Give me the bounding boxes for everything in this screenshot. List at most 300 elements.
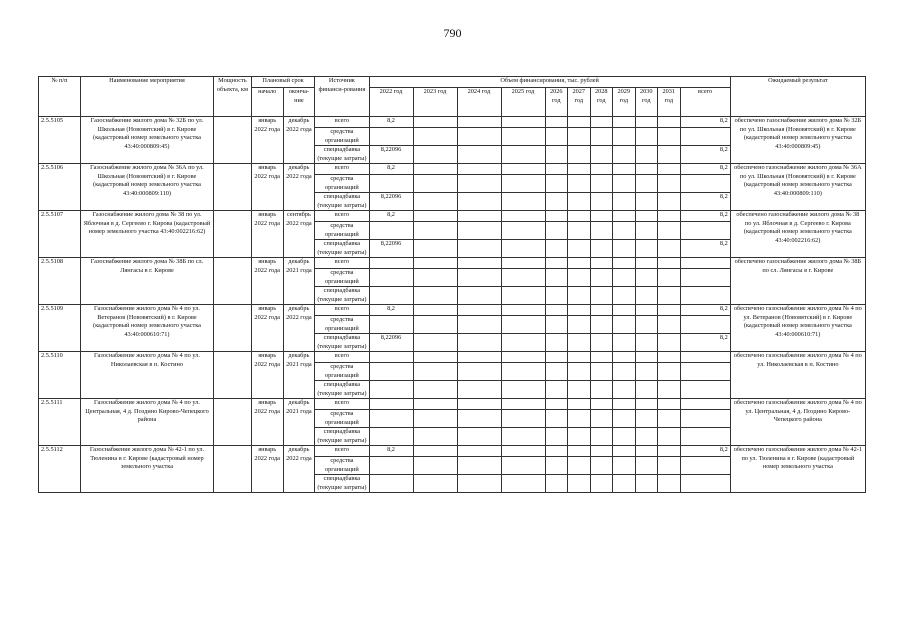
row-start: январь 2022 года [251,211,283,258]
empty-cell [413,428,457,446]
source-special: спецнадбавка (текущие затраты) [315,240,369,258]
row-name: Газоснабжение жилого дома № 4 по ул. Ветеранов (Нововятский) в г. Кирове (кадастровый номер земельного участка 43:40:000610:71) [80,305,213,352]
empty-cell [568,164,591,175]
empty-cell [658,269,681,287]
empty-cell [545,316,568,334]
empty-cell [658,381,681,399]
empty-cell [545,175,568,193]
empty-cell [680,175,730,193]
value-2022-total: 8,2 [369,446,413,457]
empty-cell [501,399,545,410]
row-start: январь 2022 года [251,446,283,493]
empty-cell [590,193,613,211]
empty-cell [568,146,591,164]
empty-cell [613,164,636,175]
empty-cell [501,457,545,475]
source-org: средства организаций [315,269,369,287]
empty-cell [658,211,681,222]
empty-cell [568,316,591,334]
empty-cell [635,334,658,352]
row-name: Газоснабжение жилого дома № 4 по ул. Николаевская в п. Костино [80,352,213,399]
empty-cell [457,128,501,146]
value-2022-total [369,352,413,363]
table-row [39,164,866,175]
empty-cell [457,222,501,240]
row-code: 2.5.5105 [39,117,81,164]
empty-cell [613,446,636,457]
empty-cell [501,305,545,316]
row-end: декабрь 2022 года [283,164,315,211]
empty-cell [635,269,658,287]
empty-cell [457,457,501,475]
value-2022-total: 8,2 [369,211,413,222]
table-row [39,399,866,410]
value-sum-special [680,428,730,446]
empty-cell [369,222,413,240]
empty-cell [613,287,636,305]
header-year: 2028 год [590,88,613,117]
empty-cell [613,146,636,164]
empty-cell [413,193,457,211]
source-special: спецнадбавка (текущие затраты) [315,287,369,305]
row-result: обеспечено газоснабжение жилого дома № 38 по ул. Яблочная в д. Сергеево г. Кирова (кадастровый номер земельного участка 43:40:002216:62) [730,211,865,258]
empty-cell [680,363,730,381]
empty-cell [590,146,613,164]
empty-cell [501,193,545,211]
empty-cell [545,352,568,363]
empty-cell [457,363,501,381]
empty-cell [457,475,501,493]
header-year-total: всего [680,88,730,117]
empty-cell [457,175,501,193]
empty-cell [590,352,613,363]
empty-cell [457,240,501,258]
row-result: обеспечено газоснабжение жилого дома № 4 по ул. Николаевская в п. Костино [730,352,865,399]
header-year: 2026 год [545,88,568,117]
empty-cell [545,269,568,287]
empty-cell [658,446,681,457]
header-num: № п/п [39,77,81,117]
source-special: спецнадбавка (текущие затраты) [315,428,369,446]
table-row [39,446,866,457]
row-capacity [213,117,251,164]
value-2022-total: 8,2 [369,117,413,128]
value-sum-total [680,352,730,363]
empty-cell [680,269,730,287]
empty-cell [369,269,413,287]
empty-cell [635,381,658,399]
value-2022-special: 8,22096 [369,193,413,211]
source-org: средства организаций [315,410,369,428]
row-end: декабрь 2022 года [283,305,315,352]
empty-cell [501,240,545,258]
empty-cell [501,128,545,146]
empty-cell [545,410,568,428]
empty-cell [568,211,591,222]
empty-cell [545,305,568,316]
row-result: обеспечено газоснабжение жилого дома № 42-1 по ул. Тюленина в г. Кирове (кадастровый номер земельного участка [730,446,865,493]
empty-cell [369,410,413,428]
row-capacity [213,211,251,258]
empty-cell [613,428,636,446]
empty-cell [658,164,681,175]
header-year: 2030 год [635,88,658,117]
empty-cell [590,211,613,222]
empty-cell [613,117,636,128]
empty-cell [545,287,568,305]
source-org: средства организаций [315,128,369,146]
empty-cell [501,258,545,269]
value-sum-special: 8,2 [680,193,730,211]
header-term-end: оконча-ние [283,88,315,117]
empty-cell [457,334,501,352]
value-2022-total [369,258,413,269]
value-sum-special: 8,2 [680,240,730,258]
empty-cell [590,381,613,399]
empty-cell [613,222,636,240]
row-end: сентябрь 2022 года [283,211,315,258]
empty-cell [590,428,613,446]
header-year: 2023 год [413,88,457,117]
empty-cell [635,316,658,334]
empty-cell [635,475,658,493]
empty-cell [501,352,545,363]
header-finance: Объем финансирования, тыс. рублей [369,77,730,88]
empty-cell [568,428,591,446]
source-total: всего [315,211,369,222]
header-year: 2027 год [568,88,591,117]
empty-cell [457,446,501,457]
value-sum-special [680,287,730,305]
row-start: январь 2022 года [251,164,283,211]
empty-cell [413,175,457,193]
empty-cell [680,410,730,428]
row-name: Газоснабжение жилого дома № 42-1 по ул. Тюленина в г. Кирове (кадастровый номер земельного участка [80,446,213,493]
empty-cell [568,399,591,410]
empty-cell [568,269,591,287]
source-org: средства организаций [315,363,369,381]
empty-cell [635,193,658,211]
empty-cell [658,352,681,363]
empty-cell [457,211,501,222]
empty-cell [457,258,501,269]
source-total: всего [315,352,369,363]
empty-cell [613,128,636,146]
value-2022-special: 8,22096 [369,146,413,164]
header-year: 2024 год [457,88,501,117]
empty-cell [545,334,568,352]
row-start: январь 2022 года [251,352,283,399]
header-year: 2029 год [613,88,636,117]
empty-cell [501,475,545,493]
row-code: 2.5.5112 [39,446,81,493]
empty-cell [590,128,613,146]
empty-cell [568,475,591,493]
row-code: 2.5.5107 [39,211,81,258]
empty-cell [457,428,501,446]
value-2022-special [369,381,413,399]
empty-cell [545,363,568,381]
empty-cell [658,146,681,164]
empty-cell [457,193,501,211]
empty-cell [457,381,501,399]
empty-cell [590,410,613,428]
empty-cell [613,316,636,334]
value-2022-special [369,428,413,446]
row-name: Газоснабжение жилого дома № 38Б по сл. Лянгасы в г. Кирове [80,258,213,305]
empty-cell [545,399,568,410]
empty-cell [501,287,545,305]
empty-cell [545,222,568,240]
value-sum-special: 8,2 [680,334,730,352]
empty-cell [658,428,681,446]
row-name: Газоснабжение жилого дома № 36А по ул. Школьная (Нововятский) в г. Кирове (кадастровый номер земельного участка 43:40:000809:110) [80,164,213,211]
empty-cell [413,410,457,428]
empty-cell [613,399,636,410]
row-start: январь 2022 года [251,258,283,305]
empty-cell [568,381,591,399]
empty-cell [457,410,501,428]
empty-cell [369,175,413,193]
empty-cell [635,410,658,428]
empty-cell [613,258,636,269]
empty-cell [568,193,591,211]
source-org: средства организаций [315,222,369,240]
table-body [39,117,866,493]
empty-cell [369,128,413,146]
empty-cell [658,475,681,493]
empty-cell [501,363,545,381]
empty-cell [635,211,658,222]
empty-cell [590,164,613,175]
empty-cell [658,222,681,240]
value-2022-total: 8,2 [369,305,413,316]
empty-cell [658,334,681,352]
empty-cell [658,316,681,334]
empty-cell [613,381,636,399]
empty-cell [545,258,568,269]
empty-cell [501,222,545,240]
source-total: всего [315,117,369,128]
source-total: всего [315,446,369,457]
empty-cell [590,287,613,305]
row-capacity [213,446,251,493]
empty-cell [568,222,591,240]
row-result: обеспечено газоснабжение жилого дома № 4 по ул. Центральная, 4 д. Поздино Кирово-Чепецкого района [730,399,865,446]
empty-cell [635,457,658,475]
empty-cell [413,128,457,146]
source-special: спецнадбавка (текущие затраты) [315,381,369,399]
empty-cell [413,240,457,258]
empty-cell [658,457,681,475]
empty-cell [501,334,545,352]
empty-cell [413,146,457,164]
empty-cell [658,240,681,258]
empty-cell [658,399,681,410]
empty-cell [413,399,457,410]
empty-cell [658,193,681,211]
row-name: Газоснабжение жилого дома № 4 по ул. Центральная, 4 д. Поздино Кирово-Чепецкого района [80,399,213,446]
empty-cell [413,352,457,363]
empty-cell [545,146,568,164]
empty-cell [613,240,636,258]
empty-cell [590,305,613,316]
source-org: средства организаций [315,316,369,334]
empty-cell [501,164,545,175]
row-code: 2.5.5109 [39,305,81,352]
empty-cell [590,446,613,457]
empty-cell [545,475,568,493]
empty-cell [590,258,613,269]
empty-cell [413,269,457,287]
row-code: 2.5.5106 [39,164,81,211]
empty-cell [590,269,613,287]
empty-cell [413,117,457,128]
empty-cell [568,410,591,428]
empty-cell [369,363,413,381]
empty-cell [613,352,636,363]
source-special: спецнадбавка (текущие затраты) [315,193,369,211]
row-capacity [213,399,251,446]
empty-cell [545,446,568,457]
empty-cell [545,381,568,399]
empty-cell [501,175,545,193]
empty-cell [369,457,413,475]
value-sum-total [680,258,730,269]
value-sum-special [680,475,730,493]
empty-cell [369,316,413,334]
row-code: 2.5.5110 [39,352,81,399]
empty-cell [680,128,730,146]
empty-cell [413,287,457,305]
value-2022-special: 8,22096 [369,334,413,352]
value-2022-total: 8,2 [369,164,413,175]
value-sum-special: 8,2 [680,146,730,164]
empty-cell [457,117,501,128]
empty-cell [413,258,457,269]
empty-cell [457,146,501,164]
empty-cell [413,446,457,457]
empty-cell [635,117,658,128]
header-year: 2025 год [501,88,545,117]
empty-cell [658,305,681,316]
empty-cell [635,175,658,193]
empty-cell [568,363,591,381]
empty-cell [613,193,636,211]
header-result: Ожидаемый результат [730,77,865,117]
empty-cell [613,305,636,316]
row-end: декабрь 2021 года [283,399,315,446]
empty-cell [501,446,545,457]
empty-cell [568,446,591,457]
empty-cell [413,211,457,222]
empty-cell [545,240,568,258]
header-term: Плановый срок [251,77,314,88]
empty-cell [635,446,658,457]
value-sum-total [680,399,730,410]
table-row [39,117,866,128]
row-end: декабрь 2022 года [283,446,315,493]
empty-cell [545,457,568,475]
empty-cell [613,410,636,428]
row-capacity [213,305,251,352]
row-result: обеспечено газоснабжение жилого дома № 38Б по сл. Лянгасы в г. Кирове [730,258,865,305]
empty-cell [501,381,545,399]
empty-cell [658,410,681,428]
empty-cell [457,399,501,410]
empty-cell [501,269,545,287]
header-year: 2022 год [369,88,413,117]
empty-cell [501,117,545,128]
empty-cell [413,164,457,175]
row-result: обеспечено газоснабжение жилого дома № 36А по ул. Школьная (Нововятский) в г. Кирове (кадастровый номер земельного участка 43:40:000809:110) [730,164,865,211]
empty-cell [501,410,545,428]
row-end: декабрь 2022 года [283,117,315,164]
header-capacity: Мощность объекта, км [213,77,251,117]
header-name: Наименование мероприятия [80,77,213,117]
row-start: январь 2022 года [251,399,283,446]
empty-cell [413,305,457,316]
empty-cell [635,399,658,410]
row-end: декабрь 2021 года [283,258,315,305]
value-sum-total: 8,2 [680,446,730,457]
empty-cell [413,334,457,352]
empty-cell [590,316,613,334]
empty-cell [635,164,658,175]
empty-cell [545,117,568,128]
row-code: 2.5.5111 [39,399,81,446]
empty-cell [590,334,613,352]
empty-cell [635,258,658,269]
empty-cell [613,363,636,381]
empty-cell [457,316,501,334]
empty-cell [545,164,568,175]
value-2022-total [369,399,413,410]
empty-cell [680,316,730,334]
value-sum-total: 8,2 [680,117,730,128]
empty-cell [457,269,501,287]
empty-cell [413,222,457,240]
header-term-start: начало [251,88,283,117]
empty-cell [590,363,613,381]
empty-cell [613,211,636,222]
empty-cell [413,457,457,475]
empty-cell [658,128,681,146]
empty-cell [635,287,658,305]
empty-cell [501,316,545,334]
empty-cell [501,211,545,222]
empty-cell [545,211,568,222]
row-name: Газоснабжение жилого дома № 38 по ул. Яблочная в д. Сергеево г. Кирова (кадастровый номер земельного участка 43:40:002216:62) [80,211,213,258]
value-sum-total: 8,2 [680,211,730,222]
empty-cell [568,334,591,352]
empty-cell [635,240,658,258]
row-result: обеспечено газоснабжение жилого дома № 4 по ул. Ветеранов (Нововятский) в г. Кирове (кадастровый номер земельного участка 43:40:000610:71) [730,305,865,352]
source-total: всего [315,305,369,316]
table-row [39,352,866,363]
empty-cell [635,128,658,146]
row-capacity [213,352,251,399]
empty-cell [568,287,591,305]
value-sum-total: 8,2 [680,305,730,316]
empty-cell [413,363,457,381]
empty-cell [545,128,568,146]
empty-cell [658,363,681,381]
empty-cell [545,428,568,446]
row-name: Газоснабжение жилого дома № 32Б по ул. Школьная (Нововятский) в г. Кирове (кадастровый номер земельного участка 43:40:000809:45) [80,117,213,164]
row-end: декабрь 2021 года [283,352,315,399]
source-total: всего [315,258,369,269]
